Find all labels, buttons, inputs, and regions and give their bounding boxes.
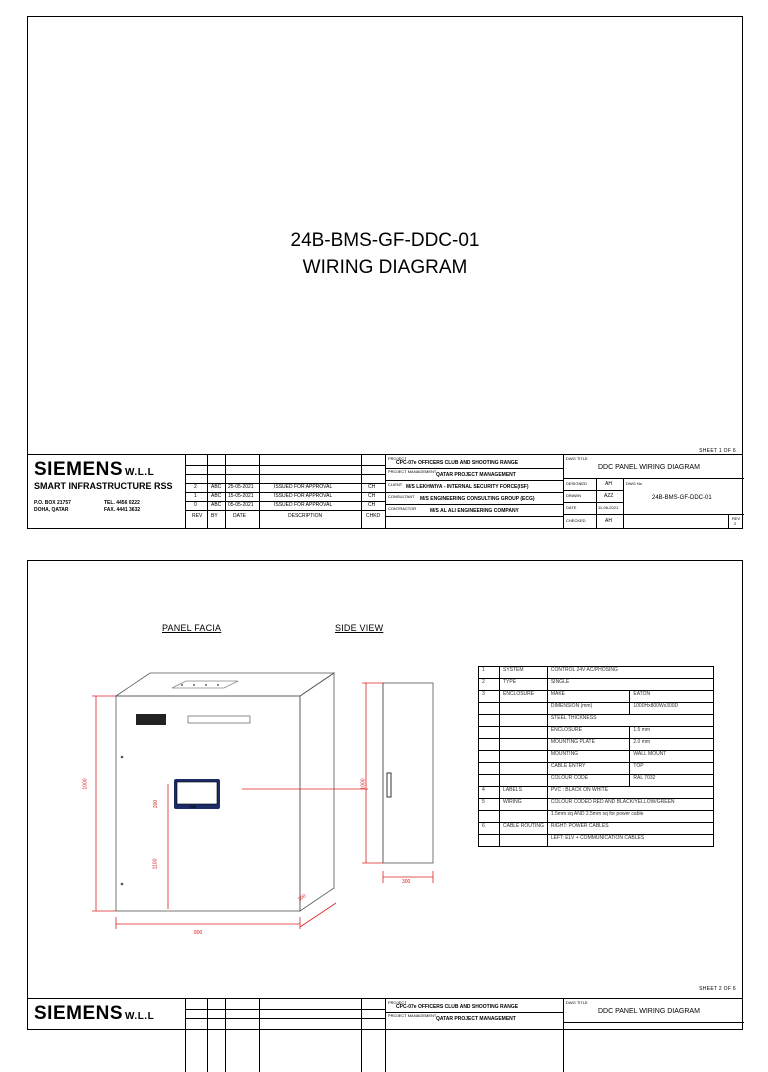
by-cell: ABC xyxy=(211,493,222,499)
drawing-sheet-1 xyxy=(27,16,743,529)
drawing-number-title: 24B-BMS-GF-DDC-01 xyxy=(290,230,480,251)
chk-cell: CH xyxy=(368,484,376,490)
desc-cell: ISSUED FOR APPROVAL xyxy=(274,493,333,499)
sheet-number: SHEET 2 OF 6 xyxy=(699,986,736,992)
spec-detail-cell: MOUNTING PLATE xyxy=(547,739,630,751)
spec-item-cell xyxy=(500,727,548,739)
spec-no-cell xyxy=(479,715,500,727)
panel-front-view-drawing xyxy=(78,651,398,951)
pm-name: QATAR PROJECT MANAGEMENT xyxy=(436,1016,516,1022)
fax-number: FAX. 4441 3632 xyxy=(104,507,141,513)
spec-no-cell xyxy=(479,751,500,763)
rev-value: 2 xyxy=(734,521,737,526)
spec-row xyxy=(479,715,714,727)
spec-no-cell: 2 xyxy=(479,679,500,691)
spec-value-cell: WALL MOUNT xyxy=(630,751,714,763)
spec-no-cell xyxy=(479,811,500,823)
spec-no-cell xyxy=(479,775,500,787)
spec-no-cell: 4 xyxy=(479,787,500,799)
by-header: BY xyxy=(211,513,218,519)
spec-value-cell: 2.0 mm xyxy=(630,739,714,751)
spec-detail-cell: COLOUR CODE xyxy=(547,775,630,787)
spec-row xyxy=(479,751,714,763)
spec-item-cell xyxy=(500,703,548,715)
spec-value-cell: RAL 7032 xyxy=(630,775,714,787)
spec-row xyxy=(479,775,714,787)
spec-detail-cell: 1.5mm sq AND 2.5mm sq for power cable xyxy=(547,811,713,823)
spec-item-cell: CABLE ROUTING xyxy=(500,823,548,835)
rev-label: REV xyxy=(732,516,741,521)
date-label: DATE xyxy=(566,505,577,510)
nameplate-text: 24B-BMS-GF-DDC-01 xyxy=(188,716,228,721)
spec-item-cell xyxy=(500,751,548,763)
spec-no-cell: 3 xyxy=(479,691,500,703)
spec-no-cell: 6 xyxy=(479,823,500,835)
side-dim-depth-label: 300 xyxy=(402,879,411,885)
spec-no-cell xyxy=(479,763,500,775)
spec-row xyxy=(479,691,714,703)
hmi-label: HMI xyxy=(189,804,197,809)
spec-no-cell: 1 xyxy=(479,667,500,679)
rev-cell: 0 xyxy=(194,502,197,508)
designed-label: DESIGNED xyxy=(566,481,587,486)
spec-row xyxy=(479,835,714,847)
pm-name: QATAR PROJECT MANAGEMENT xyxy=(436,472,516,478)
dim-hmi-bottom-label: 1100 xyxy=(152,858,159,870)
date-cell: 15-05-2021 xyxy=(228,493,254,499)
spec-item-cell xyxy=(500,835,548,847)
company-name: SMART INFRASTRUCTURE RSS xyxy=(34,481,173,491)
spec-row xyxy=(479,823,714,835)
project-name: CPC-07e OFFICERS CLUB AND SHOOTING RANGE xyxy=(396,460,519,466)
pm-label: PROJECT MANAGEMENT xyxy=(388,469,437,474)
spec-no-cell: 5 xyxy=(479,799,500,811)
desc-cell: ISSUED FOR APPROVAL xyxy=(274,484,333,490)
dwg-title: DDC PANEL WIRING DIAGRAM xyxy=(598,464,700,471)
spec-no-cell xyxy=(479,739,500,751)
spec-item-cell xyxy=(500,763,548,775)
checked-value: AH xyxy=(605,518,612,524)
spec-detail-cell: ENCLOSURE xyxy=(547,727,630,739)
drawn-value: AZZ xyxy=(604,493,614,499)
spec-value-cell: TOP xyxy=(630,763,714,775)
by-cell: ABC xyxy=(211,502,222,508)
client-name: M/S LEKHWIYA - INTERNAL SECURITY FORCE(ISF) xyxy=(406,484,529,490)
tel-number: TEL. 4456 0222 xyxy=(104,500,140,506)
spec-detail-cell: CONTROL 24V AC/PHOSING xyxy=(547,667,713,679)
spec-detail-cell: CABLE ENTRY xyxy=(547,763,630,775)
spec-item-cell xyxy=(500,811,548,823)
panel-facia-label: PANEL FACIA xyxy=(162,623,222,633)
description-header: DESCRIPTION xyxy=(288,513,323,519)
contractor-label: CONTRACTOR xyxy=(388,506,417,511)
specification-table xyxy=(478,666,714,847)
drawn-label: DRAWN xyxy=(566,493,581,498)
drawing-sheet-2 xyxy=(27,560,743,1030)
pm-label: PROJECT MANAGEMENT xyxy=(388,1013,437,1018)
rev-cell: 1 xyxy=(194,493,197,499)
panel-side-view-drawing xyxy=(358,671,468,931)
spec-row xyxy=(479,799,714,811)
checked-label: CHECKED xyxy=(566,518,586,523)
spec-item-cell xyxy=(500,715,548,727)
siemens-logo: SIEMENS W.L.L xyxy=(34,1003,155,1024)
drawing-title xyxy=(28,227,742,281)
spec-item-cell: WIRING xyxy=(500,799,548,811)
spec-item-cell xyxy=(500,739,548,751)
drawing-type-title: WIRING DIAGRAM xyxy=(302,257,468,278)
rev-header: REV xyxy=(192,513,203,519)
spec-row xyxy=(479,679,714,691)
designed-value: AH xyxy=(605,481,612,487)
chk-cell: CH xyxy=(368,493,376,499)
project-label: PROJECT xyxy=(388,456,407,461)
dim-depth-label: 300 xyxy=(297,893,308,903)
dwg-no-label: DWG No xyxy=(626,481,642,486)
spec-detail-cell: LEFT: ELV + COMMUNICATION CABLES xyxy=(547,835,713,847)
chk-cell: CH xyxy=(368,502,376,508)
spec-value-cell: 1.5 mm xyxy=(630,727,714,739)
spec-detail-cell: COLOUR CODED RED AND BLACK/YELLOW/GREEN xyxy=(547,799,713,811)
by-cell: ABC xyxy=(211,484,222,490)
contractor-name: M/S AL ALI ENGINEERING COMPANY xyxy=(430,508,519,514)
title-block-sheet-2 xyxy=(28,998,742,1072)
dwg-no: 24B-BMS-GF-DDC-01 xyxy=(652,495,712,501)
spec-no-cell xyxy=(479,727,500,739)
project-label: PROJECT xyxy=(388,1000,407,1005)
spec-row xyxy=(479,787,714,799)
side-view-label: SIDE VIEW xyxy=(335,623,384,633)
address-line-1: P.O. BOX 21757 xyxy=(34,500,71,506)
date-value: 11-06-2021 xyxy=(598,505,619,510)
spec-detail-cell: SINGLE xyxy=(547,679,713,691)
dwg-title-label: DWG TITLE xyxy=(566,456,588,461)
dwg-title: DDC PANEL WIRING DIAGRAM xyxy=(598,1008,700,1015)
spec-detail-cell: RIGHT: POWER CABLES xyxy=(547,823,713,835)
side-dim-height-label: 1000 xyxy=(360,778,367,790)
spec-row xyxy=(479,667,714,679)
spec-row xyxy=(479,727,714,739)
spec-detail-cell: DIMENSION (mm) xyxy=(547,703,630,715)
date-cell: 05-05-2021 xyxy=(228,502,254,508)
spec-no-cell xyxy=(479,835,500,847)
spec-detail-cell: MOUNTING xyxy=(547,751,630,763)
spec-item-cell xyxy=(500,775,548,787)
address-line-2: DOHA, QATAR xyxy=(34,507,69,513)
spec-value-cell: EATON xyxy=(630,691,714,703)
consultant-label: CONSULTANT xyxy=(388,494,415,499)
date-cell: 25-05-2021 xyxy=(228,484,254,490)
dim-hmi-offset-label: 200 xyxy=(153,799,160,809)
spec-row xyxy=(479,763,714,775)
spec-value-cell: 1000Hx800Wx300D xyxy=(630,703,714,715)
sheet-number: SHEET 1 OF 6 xyxy=(699,448,736,454)
spec-detail-cell: PVC : BLACK ON WHITE xyxy=(547,787,713,799)
date-header: DATE xyxy=(233,513,246,519)
chkd-header: CHKD xyxy=(366,513,381,519)
spec-detail-cell: MAKE xyxy=(547,691,630,703)
dwg-title-label: DWG TITLE xyxy=(566,1000,588,1005)
spec-item-cell: TYPE xyxy=(500,679,548,691)
spec-item-cell: LABELS xyxy=(500,787,548,799)
spec-detail-cell: STEEL THICKNESS xyxy=(547,715,713,727)
siemens-logo: SIEMENS W.L.L xyxy=(34,459,155,480)
dim-width-label: 800 xyxy=(194,930,203,936)
title-block xyxy=(28,454,742,528)
spec-item-cell: ENCLOSURE xyxy=(500,691,548,703)
spec-row xyxy=(479,811,714,823)
rev-cell: 2 xyxy=(194,484,197,490)
dim-height-label: 1000 xyxy=(82,778,89,790)
project-name: CPC-07e OFFICERS CLUB AND SHOOTING RANGE xyxy=(396,1004,519,1010)
spec-row xyxy=(479,739,714,751)
spec-no-cell xyxy=(479,703,500,715)
consultant-name: M/S ENGINEERING CONSULTING GROUP (ECG) xyxy=(420,496,535,502)
spec-row xyxy=(479,703,714,715)
spec-item-cell: SYSTEM xyxy=(500,667,548,679)
desc-cell: ISSUED FOR APPROVAL xyxy=(274,502,333,508)
client-label: CLIENT xyxy=(388,482,403,487)
